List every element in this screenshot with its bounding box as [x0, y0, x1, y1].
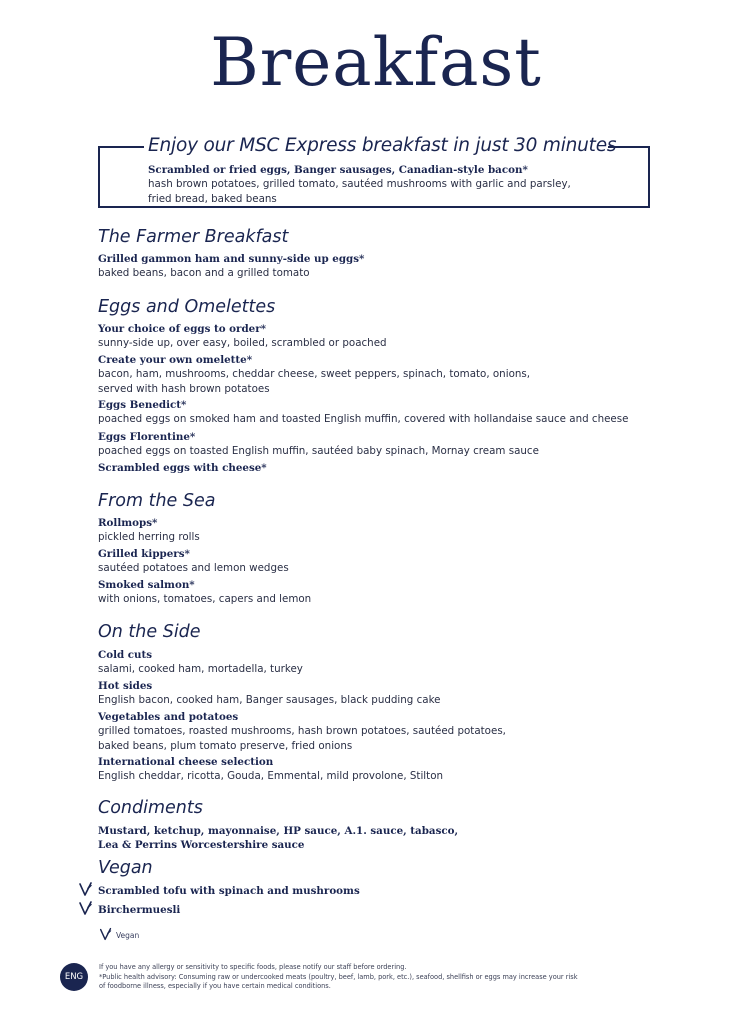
item-desc: grilled tomatoes, roasted mushrooms, hash brown potatoes, sautéed potatoes, baked beans, plum tomato preserve, fried onions [98, 725, 506, 752]
footer-notice [99, 963, 619, 992]
item-name: Hot sides [98, 680, 153, 692]
health-advisory-cont: of foodborne illness, especially if you have certain medical conditions. [99, 982, 331, 990]
menu-item [98, 578, 658, 607]
menu-item [98, 903, 658, 917]
menu-item [98, 252, 658, 281]
express-box-top-left-rule [98, 146, 144, 148]
section-heading-farmer: The Farmer Breakfast [98, 227, 289, 247]
item-name: Grilled gammon ham and sunny-side up eggs* [98, 253, 365, 265]
health-advisory: *Public health advisory: Consuming raw or undercooked meats (poultry, beef, lamb, pork, etc.), seafood, shellfish or eggs may increase your risk [99, 972, 578, 981]
menu-item [98, 398, 658, 427]
menu-item [98, 755, 658, 784]
menu-item [98, 430, 658, 459]
item-desc: sunny-side up, over easy, boiled, scrambled or poached [98, 337, 387, 349]
section-heading-sea: From the Sea [98, 491, 216, 511]
item-desc: poached eggs on toasted English muffin, sautéed baby spinach, Mornay cream sauce [98, 445, 539, 457]
item-name: Eggs Florentine* [98, 431, 196, 443]
express-heading: Enjoy our MSC Express breakfast in just 30 minutes [148, 135, 617, 156]
item-name: Scrambled eggs with cheese* [98, 462, 267, 474]
item-name: Cold cuts [98, 649, 153, 661]
item-name: Grilled kippers* [98, 548, 190, 560]
item-desc: poached eggs on smoked ham and toasted English muffin, covered with hollandaise sauce and cheese [98, 413, 629, 425]
menu-item [98, 710, 658, 753]
item-name: Smoked salmon* [98, 579, 195, 591]
section-heading-condiments: Condiments [98, 798, 203, 818]
condiments-line: Mustard, ketchup, mayonnaise, HP sauce, A.1. sauce, tabasco, [98, 825, 459, 837]
item-desc: English cheddar, ricotta, Gouda, Emmental, mild provolone, Stilton [98, 770, 444, 782]
page-title: Breakfast [210, 24, 542, 101]
vegan-icon [77, 899, 95, 917]
menu-item [98, 648, 658, 677]
item-name: Birchermuesli [98, 904, 181, 916]
item-name: International cheese selection [98, 756, 274, 768]
item-desc: baked beans, bacon and a grilled tomato [98, 267, 310, 279]
item-name: Create your own omelette* [98, 354, 253, 366]
vegan-legend-label: Vegan [116, 931, 140, 940]
menu-item [98, 322, 658, 351]
menu-item [98, 461, 658, 475]
menu-item [98, 353, 658, 396]
item-desc: bacon, ham, mushrooms, cheddar cheese, sweet peppers, spinach, tomato, onions, served with hash brown potatoes [98, 368, 531, 395]
allergy-notice: If you have any allergy or sensitivity to specific foods, please notify our staff before ordering. [99, 963, 407, 971]
item-desc: with onions, tomatoes, capers and lemon [98, 593, 312, 605]
section-heading-vegan: Vegan [98, 858, 153, 878]
item-name: Vegetables and potatoes [98, 711, 239, 723]
express-item-name: Scrambled or fried eggs, Banger sausages, Canadian-style bacon* [148, 164, 528, 176]
item-desc: sautéed potatoes and lemon wedges [98, 562, 289, 574]
menu-item [98, 516, 658, 545]
vegan-icon [98, 926, 114, 942]
item-name: Your choice of eggs to order* [98, 323, 267, 335]
section-heading-side: On the Side [98, 622, 201, 642]
express-item-desc: hash brown potatoes, grilled tomato, sautéed mushrooms with garlic and parsley, fried bread, baked beans [148, 178, 571, 205]
section-heading-eggs: Eggs and Omelettes [98, 297, 276, 317]
item-desc: English bacon, cooked ham, Banger sausages, black pudding cake [98, 694, 441, 706]
item-desc: pickled herring rolls [98, 531, 200, 543]
item-desc: salami, cooked ham, mortadella, turkey [98, 663, 303, 675]
express-item [148, 163, 638, 206]
condiments-list [98, 824, 658, 852]
language-badge[interactable]: ENG [60, 963, 88, 991]
condiments-line: Lea & Perrins Worcestershire sauce [98, 839, 305, 851]
menu-item [98, 547, 658, 576]
item-name: Eggs Benedict* [98, 399, 187, 411]
menu-item [98, 884, 658, 898]
menu-item [98, 679, 658, 708]
vegan-icon [77, 880, 95, 898]
item-name: Rollmops* [98, 517, 158, 529]
item-name: Scrambled tofu with spinach and mushrooms [98, 885, 360, 897]
